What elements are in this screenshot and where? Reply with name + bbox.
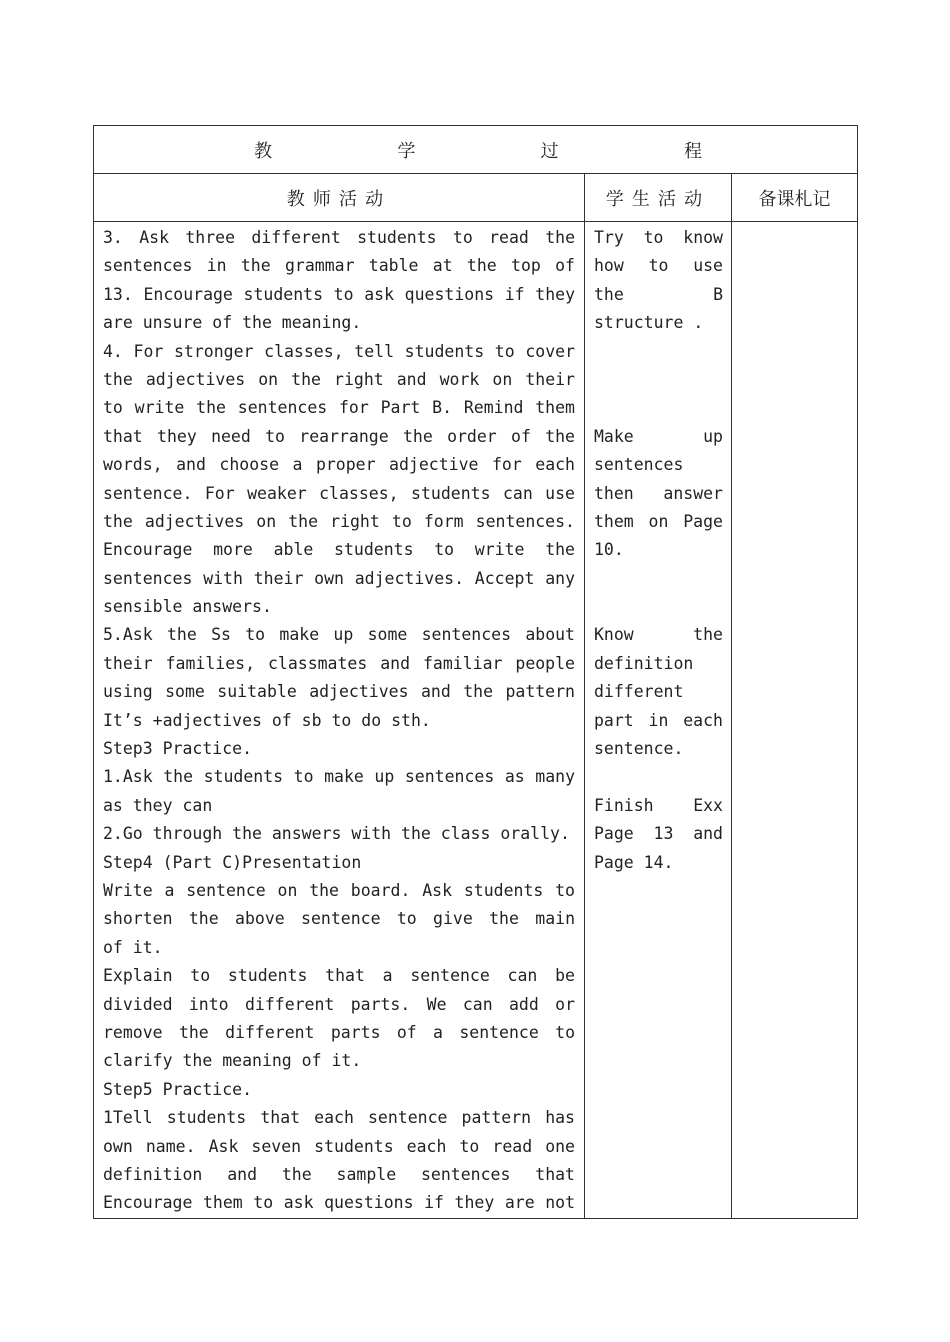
content-row (94, 222, 858, 1219)
teacher-text-line: definition and the sample sentences that (103, 1164, 575, 1184)
teacher-text-line: Write a sentence on the board. Ask students to (103, 880, 575, 900)
student-activity-header: 学生活动 (585, 174, 732, 222)
teacher-text-line: Step3 Practice. (103, 739, 253, 759)
teacher-text-line: sentences in the grammar table at the top of (103, 256, 575, 276)
student-text-line (594, 565, 723, 593)
student-text-line: sentence. (594, 739, 684, 759)
title-char: 程 (683, 140, 702, 162)
teacher-text-line: Step4 (Part C)Presentation (103, 852, 362, 872)
student-text-line: sentences (594, 455, 684, 475)
teacher-text-line: the adjectives on the right and work on their (103, 369, 575, 389)
teacher-text-line: as they can (103, 795, 213, 815)
teacher-activity-cell (94, 222, 585, 1219)
teacher-text-line: 1.Ask the students to make up sentences as many (103, 767, 575, 787)
teacher-text-line: 4. For stronger classes, tell students to cover (103, 341, 575, 361)
teacher-text-line: sensible answers. (103, 597, 272, 617)
student-activity-cell (585, 222, 732, 1219)
student-text-line: different (594, 682, 684, 702)
title-char: 过 (540, 140, 559, 162)
teacher-text-line: are unsure of the meaning. (103, 313, 362, 333)
student-text-line: Finish Exx (594, 795, 723, 815)
student-text-line: Know the (594, 625, 723, 645)
title-char: 学 (397, 140, 416, 162)
teacher-text-line: Encourage them to ask questions if they are not (103, 1193, 575, 1213)
student-text-line: part in each (594, 710, 723, 730)
teacher-text-line: Explain to students that a sentence can be (103, 966, 575, 986)
teacher-text-line: sentence. For weaker classes, students can use (103, 483, 575, 503)
teacher-activity-header: 教师活动 (94, 174, 585, 222)
teacher-text-line: words, and choose a proper adjective for each (103, 455, 575, 475)
student-text-line: definition (594, 653, 694, 673)
student-text-line: them on Page (594, 511, 723, 531)
student-text-line: 10. (594, 540, 624, 560)
teacher-text-line: sentences with their own adjectives. Accept any (103, 568, 575, 588)
student-text-line (594, 338, 723, 366)
teacher-activity-text (94, 222, 584, 1218)
student-text-line: the B (594, 284, 723, 304)
teacher-text-line: clarify the meaning of it. (103, 1051, 362, 1071)
student-text-line (594, 366, 723, 394)
teacher-text-line: Step5 Practice. (103, 1079, 253, 1099)
teacher-text-line: using some suitable adjectives and the pattern (103, 682, 575, 702)
teacher-text-line: of it. (103, 937, 163, 957)
lesson-plan-table (93, 125, 858, 1219)
teacher-text-line: It’s +adjectives of sb to do sth. (103, 710, 431, 730)
teacher-text-line: Encourage more able students to write the (103, 540, 575, 560)
student-text-line: how to use (594, 256, 723, 276)
title-char: 教 (254, 140, 272, 162)
teacher-text-line: 2.Go through the answers with the class orally. (103, 824, 570, 844)
teacher-text-line: divided into different parts. We can add or (103, 994, 575, 1014)
teacher-text-line: shorten the above sentence to give the main (103, 909, 575, 929)
teacher-text-line: 1Tell students that each sentence pattern has (103, 1108, 575, 1128)
teaching-process-title (94, 126, 858, 174)
teacher-text-line: their families, classmates and familiar people (103, 653, 575, 673)
student-text-line (594, 593, 723, 621)
student-text-line: then answer (594, 483, 723, 503)
student-text-line: Page 14. (594, 852, 674, 872)
student-text-line: Page 13 and (594, 824, 723, 844)
teacher-text-line: to write the sentences for Part B. Remind them (103, 398, 575, 418)
teacher-text-line: the adjectives on the right to form sentences. (103, 511, 575, 531)
column-header-row (94, 174, 858, 222)
student-text-line (594, 394, 723, 422)
student-text-line: structure . (594, 313, 704, 333)
title-row (94, 126, 858, 174)
teacher-text-line: 13. Encourage students to ask questions if they (103, 284, 575, 304)
teacher-text-line: 5.Ask the Ss to make up some sentences about (103, 625, 575, 645)
teacher-text-line: 3. Ask three different students to read the (103, 228, 575, 247)
student-activity-text (585, 222, 731, 877)
student-text-line: Make up (594, 426, 723, 446)
teacher-text-line: remove the different parts of a sentence to (103, 1022, 575, 1042)
teacher-text-line: that they need to rearrange the order of the (103, 426, 575, 446)
lesson-notes-cell (732, 222, 858, 1219)
student-text-line: Try to know (594, 228, 723, 247)
teacher-text-line: own name. Ask seven students each to read one (103, 1136, 575, 1156)
lesson-notes-header: 备课札记 (732, 174, 858, 222)
student-text-line (594, 763, 723, 791)
